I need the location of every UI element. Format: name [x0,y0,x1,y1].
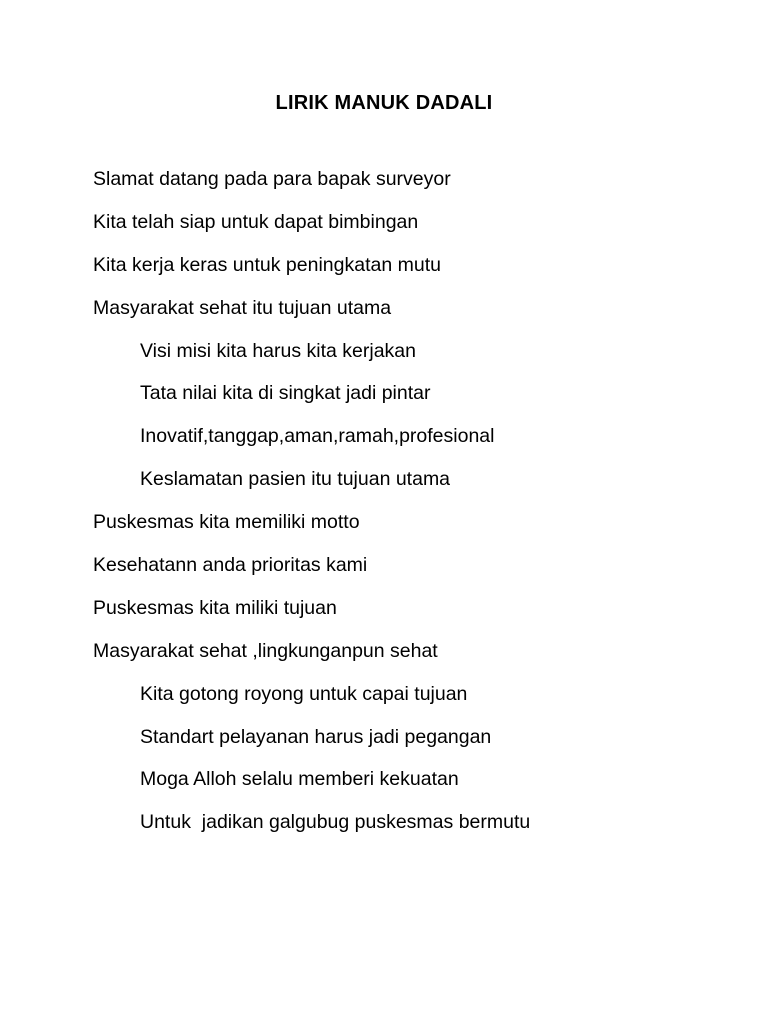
lyric-line: Tata nilai kita di singkat jadi pintar [140,382,431,405]
lyric-line: Kesehatann anda prioritas kami [93,554,368,577]
page-title: LIRIK MANUK DADALI [275,92,493,114]
lyrics-list [93,164,728,850]
lyric-line: Masyarakat sehat ,lingkunganpun sehat [93,639,438,662]
lyric-line: Kita kerja keras untuk peningkatan mutu [93,253,441,276]
lyric-line: Inovatif,tanggap,aman,ramah,profesional [140,425,495,448]
lyric-line: Puskesmas kita miliki tujuan [93,596,337,619]
lyric-line: Slamat datang pada para bapak surveyor [93,168,451,190]
lyric-line: Masyarakat sehat itu tujuan utama [93,296,392,319]
lyric-line: Keslamatan pasien itu tujuan utama [140,468,451,491]
lyric-line: Standart pelayanan harus jadi pegangan [140,725,492,748]
lyric-line: Kita gotong royong untuk capai tujuan [140,682,468,705]
lyric-line: Puskesmas kita memiliki motto [93,511,360,534]
lyric-line: Visi misi kita harus kita kerjakan [140,339,416,362]
lyric-line: Moga Alloh selalu memberi kekuatan [140,768,459,791]
lyric-line: Kita telah siap untuk dapat bimbingan [93,210,419,233]
lyric-line: Untuk jadikan galgubug puskesmas bermutu [140,811,531,834]
